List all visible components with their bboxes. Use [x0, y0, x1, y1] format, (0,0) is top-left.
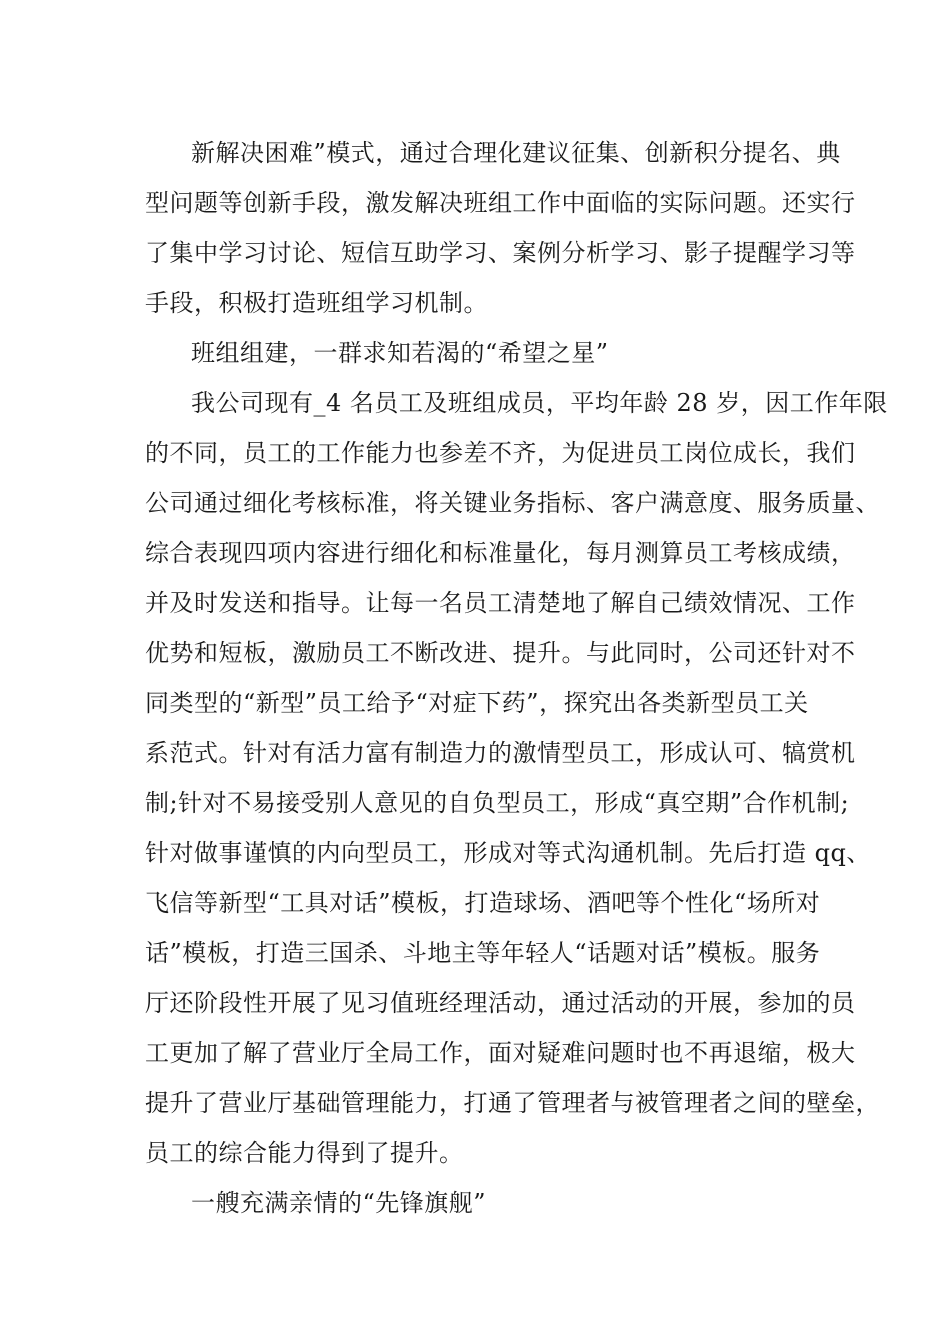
text-line: 员工的综合能力得到了提升。 — [145, 1139, 464, 1167]
document-body — [145, 128, 888, 1228]
text-line: 厅还阶段性开展了见习值班经理活动，通过活动的开展，参加的员 — [145, 989, 856, 1017]
text-line: 了集中学习讨论、短信互助学习、案例分析学习、影子提醒学习等 — [145, 239, 856, 267]
section-heading: 班组组建，一群求知若渴的“希望之星” — [191, 339, 609, 367]
text-line: 公司通过细化考核标准，将关键业务指标、客户满意度、服务质量、 — [145, 489, 880, 517]
text-line: 工更加了解了营业厅全局工作，面对疑难问题时也不再退缩，极大 — [145, 1039, 856, 1067]
text-line: 并及时发送和指导。让每一名员工清楚地了解自己绩效情况、工作 — [145, 589, 856, 617]
text-line: 针对做事谨慎的内向型员工，形成对等式沟通机制。先后打造 qq、 — [145, 839, 871, 867]
text-line: 系范式。针对有活力富有制造力的激情型员工，形成认可、犒赏机 — [145, 739, 856, 767]
text-line: 综合表现四项内容进行细化和标准量化，每月测算员工考核成绩， — [145, 539, 856, 567]
text-line: 新解决困难”模式，通过合理化建议征集、创新积分提名、典 — [191, 139, 841, 167]
text-line: 制;针对不易接受别人意见的自负型员工，形成“真空期”合作机制; — [145, 789, 850, 817]
text-line: 优势和短板，激励员工不断改进、提升。与此同时，公司还针对不 — [145, 639, 856, 667]
text-line: 型问题等创新手段，激发解决班组工作中面临的实际问题。还实行 — [145, 189, 856, 217]
text-line: 的不同，员工的工作能力也参差不齐，为促进员工岗位成长，我们 — [145, 439, 856, 467]
text-line: 同类型的“新型”员工给予“对症下药”，探究出各类新型员工关 — [145, 689, 809, 717]
text-line: 飞信等新型“工具对话”模板，打造球场、酒吧等个性化“场所对 — [145, 889, 821, 917]
text-line: 手段，积极打造班组学习机制。 — [145, 289, 488, 317]
text-line: 我公司现有_4 名员工及班组成员，平均年龄 28 岁，因工作年限 — [191, 389, 888, 417]
section-heading: 一艘充满亲情的“先锋旗舰” — [191, 1189, 487, 1217]
text-line: 提升了营业厅基础管理能力，打通了管理者与被管理者之间的壁垒， — [145, 1089, 880, 1117]
text-line: 话”模板，打造三国杀、斗地主等年轻人“话题对话”模板。服务 — [145, 939, 821, 967]
